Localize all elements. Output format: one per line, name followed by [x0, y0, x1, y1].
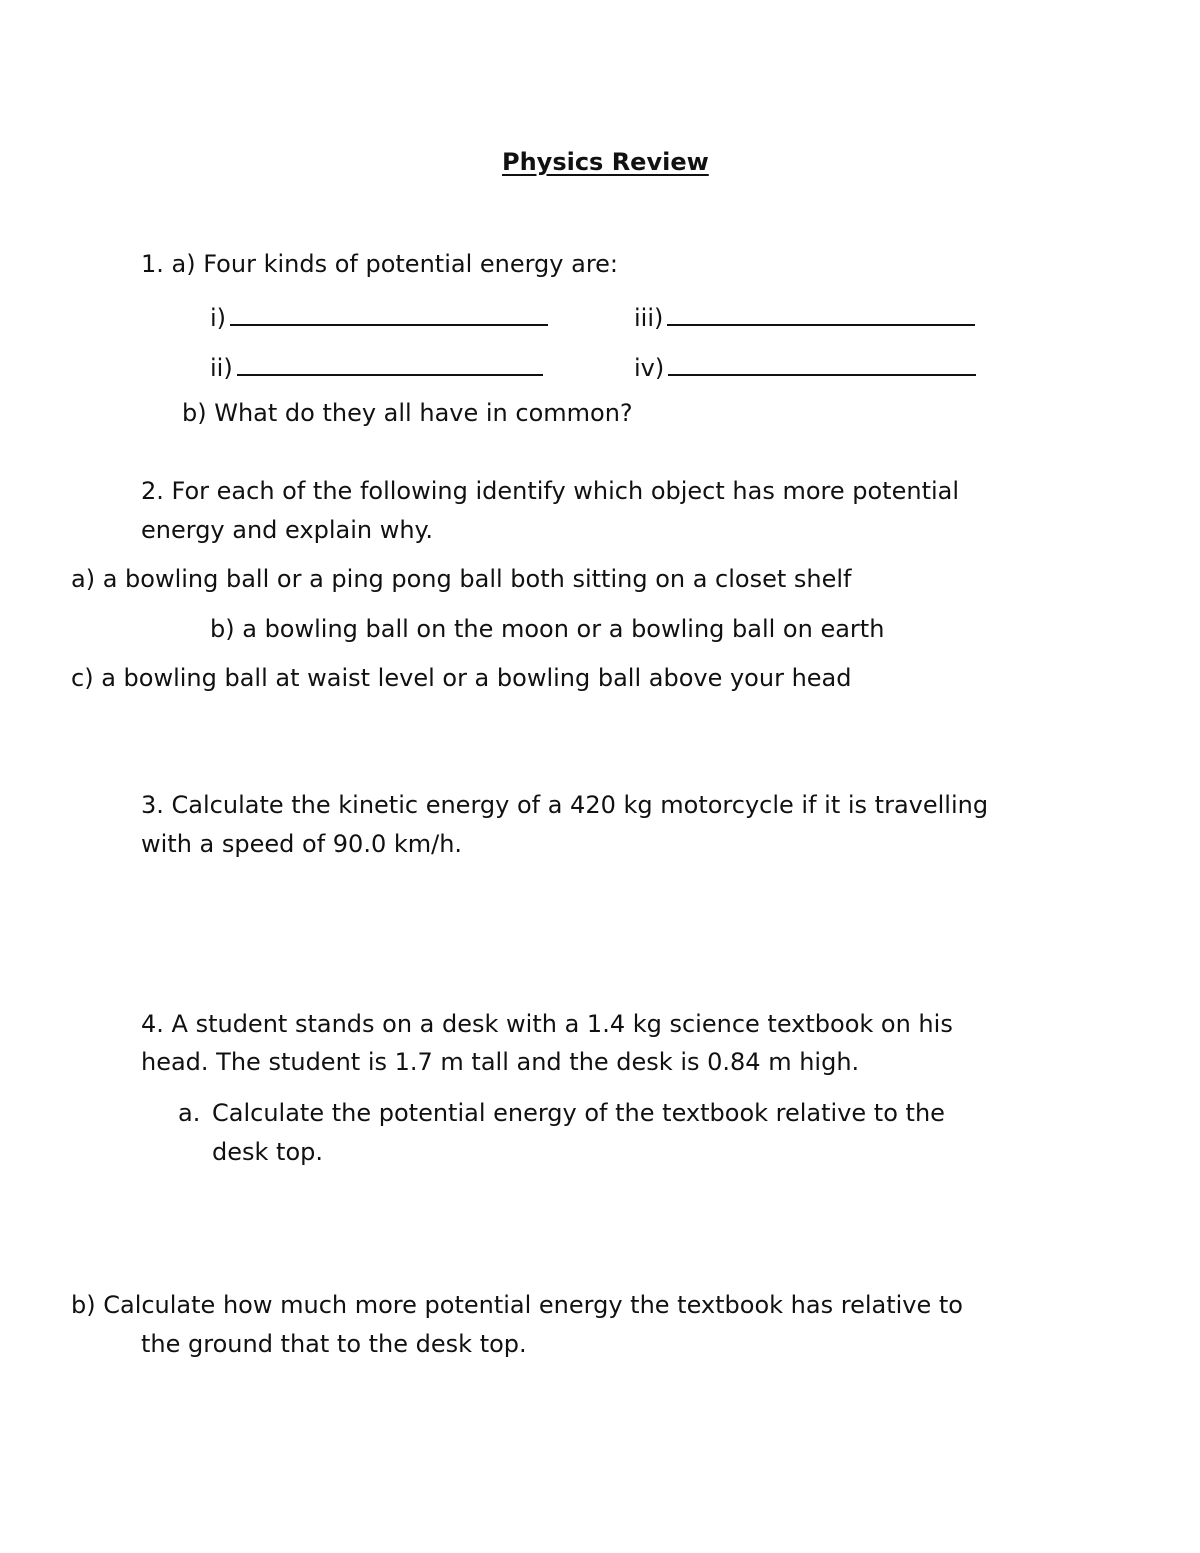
blank-iii-label: iii) — [634, 304, 664, 332]
blank-i-label: i) — [210, 304, 227, 332]
question-1b-text: b) What do they all have in common? — [182, 399, 633, 427]
question-2a-text: a) a bowling ball or a ping pong ball both sitting on a closet shelf — [71, 565, 852, 593]
page-title: Physics Review — [502, 148, 709, 176]
blank-iv — [634, 352, 976, 380]
blank-iii — [634, 302, 975, 330]
question-4b-line-1: b) Calculate how much more potential energy the textbook has relative to — [71, 1291, 963, 1319]
question-4b-line-2: the ground that to the desk top. — [141, 1330, 527, 1358]
question-3-line-1: 3. Calculate the kinetic energy of a 420 kg motorcycle if it is travelling — [141, 791, 989, 819]
question-2-line-1: 2. For each of the following identify which object has more potential — [141, 477, 960, 505]
blank-iv-line — [668, 352, 976, 376]
blank-i-line — [230, 302, 548, 326]
blank-i — [210, 302, 548, 330]
question-4a-marker: a. — [178, 1099, 201, 1127]
blank-ii-line — [237, 352, 543, 376]
question-3-line-2: with a speed of 90.0 km/h. — [141, 830, 463, 858]
question-4-line-1: 4. A student stands on a desk with a 1.4 kg science textbook on his — [141, 1010, 953, 1038]
blank-ii-label: ii) — [210, 354, 233, 382]
blank-iv-label: iv) — [634, 354, 665, 382]
question-2b-text: b) a bowling ball on the moon or a bowling ball on earth — [210, 615, 885, 643]
question-2c-text: c) a bowling ball at waist level or a bowling ball above your head — [71, 664, 852, 692]
question-4-line-2: head. The student is 1.7 m tall and the desk is 0.84 m high. — [141, 1048, 860, 1076]
question-4a-line-2: desk top. — [212, 1138, 323, 1166]
question-1a-text: 1. a) Four kinds of potential energy are: — [141, 250, 619, 278]
blank-ii — [210, 352, 543, 380]
question-4a-line-1: Calculate the potential energy of the textbook relative to the — [212, 1099, 945, 1127]
blank-iii-line — [667, 302, 975, 326]
question-2-line-2: energy and explain why. — [141, 516, 433, 544]
